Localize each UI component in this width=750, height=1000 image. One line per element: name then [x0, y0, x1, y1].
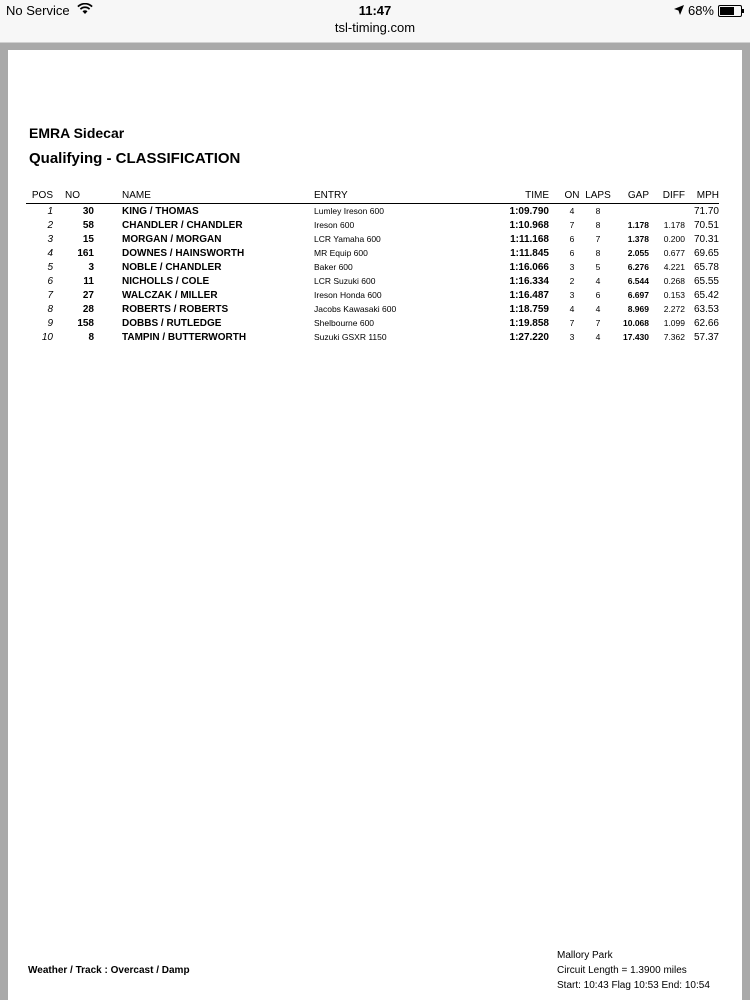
col-laps: LAPS [583, 188, 613, 204]
cell-laps: 5 [595, 262, 601, 272]
cell-pos: 4 [47, 247, 53, 259]
cell-entry: Suzuki GSXR 1150 [314, 332, 387, 342]
cell-pos: 8 [47, 303, 53, 315]
cell-on: 4 [569, 304, 575, 314]
cell-laps: 8 [595, 220, 601, 230]
cell-mph: 69.65 [693, 247, 719, 259]
cell-mph: 70.31 [693, 233, 719, 245]
cell-diff: 0.200 [663, 234, 685, 244]
table-row [26, 316, 719, 330]
cell-diff: 2.272 [663, 304, 685, 314]
table-body [26, 204, 719, 345]
cell-on: 7 [569, 318, 575, 328]
cell-diff: 0.268 [663, 276, 685, 286]
cell-laps: 7 [595, 318, 601, 328]
cell-laps: 4 [595, 332, 601, 342]
table-row [26, 232, 719, 246]
report-page [8, 50, 742, 1000]
cell-laps: 6 [595, 290, 601, 300]
table-row [26, 246, 719, 260]
cell-time: 1:16.334 [509, 275, 549, 287]
cell-entry: Lumley Ireson 600 [314, 206, 384, 216]
cell-no: 161 [77, 247, 94, 259]
cell-on: 3 [569, 332, 575, 342]
table-row [26, 260, 719, 274]
classification-table [26, 188, 719, 344]
cell-laps: 4 [595, 304, 601, 314]
cell-on: 6 [569, 248, 575, 258]
circuit-name: Mallory Park [557, 950, 613, 961]
cell-gap [613, 204, 649, 219]
status-right [674, 3, 742, 18]
cell-mph: 57.37 [693, 331, 719, 343]
cell-gap: 6.276 [627, 262, 649, 272]
cell-mph: 63.53 [693, 303, 719, 315]
table-row [26, 330, 719, 344]
cell-name: WALCZAK / MILLER [122, 289, 218, 301]
cell-on: 4 [569, 206, 575, 216]
table-row [26, 302, 719, 316]
status-bar [0, 0, 750, 43]
col-name: NAME [122, 188, 314, 204]
weather-info: Weather / Track : Overcast / Damp [28, 965, 190, 976]
cell-name: NICHOLLS / COLE [122, 275, 210, 287]
cell-gap: 6.697 [627, 290, 649, 300]
cell-diff: 4.221 [663, 262, 685, 272]
cell-gap: 2.055 [627, 248, 649, 258]
battery-percent: 68% [687, 3, 714, 18]
session-times: Start: 10:43 Flag 10:53 End: 10:54 [557, 980, 710, 991]
cell-diff: 1.099 [663, 318, 685, 328]
cell-name: TAMPIN / BUTTERWORTH [122, 331, 247, 343]
col-pos: POS [26, 188, 59, 204]
col-no: NO [59, 188, 122, 204]
cell-time: 1:27.220 [509, 331, 549, 343]
cell-pos: 2 [47, 219, 53, 231]
cell-name: KING / THOMAS [122, 205, 199, 217]
cell-gap: 10.068 [623, 318, 649, 328]
cell-diff: 1.178 [663, 220, 685, 230]
cell-laps: 7 [595, 234, 601, 244]
col-entry: ENTRY [314, 188, 506, 204]
table-row [26, 274, 719, 288]
cell-time: 1:16.066 [509, 261, 549, 273]
cell-on: 3 [569, 290, 575, 300]
cell-diff: 0.153 [663, 290, 685, 300]
cell-entry: Baker 600 [314, 262, 353, 272]
col-on: ON [561, 188, 583, 204]
cell-diff: 7.362 [663, 332, 685, 342]
cell-mph: 70.51 [693, 219, 719, 231]
cell-pos: 10 [41, 331, 53, 343]
cell-on: 6 [569, 234, 575, 244]
cell-entry: LCR Suzuki 600 [314, 276, 376, 286]
cell-no: 15 [82, 233, 94, 245]
cell-pos: 7 [47, 289, 53, 301]
cell-gap: 1.178 [627, 220, 649, 230]
table-row [26, 288, 719, 302]
series-title: EMRA Sidecar [29, 125, 125, 141]
cell-time: 1:19.858 [509, 317, 549, 329]
cell-pos: 6 [47, 275, 53, 287]
cell-name: DOWNES / HAINSWORTH [122, 247, 245, 259]
cell-no: 58 [82, 219, 94, 231]
cell-name: CHANDLER / CHANDLER [122, 219, 243, 231]
col-gap: GAP [613, 188, 649, 204]
cell-pos: 3 [47, 233, 53, 245]
cell-gap: 6.544 [627, 276, 649, 286]
clock: 11:47 [358, 3, 392, 18]
cell-gap: 8.969 [627, 304, 649, 314]
location-arrow-icon [674, 3, 684, 18]
cell-no: 30 [82, 205, 94, 217]
cell-name: NOBLE / CHANDLER [122, 261, 222, 273]
col-mph: MPH [685, 188, 719, 204]
cell-diff [649, 204, 685, 219]
session-title: Qualifying - CLASSIFICATION [29, 150, 241, 167]
cell-mph: 65.78 [693, 261, 719, 273]
address-bar-url[interactable]: tsl-timing.com [334, 20, 416, 35]
cell-entry: Ireson 600 [314, 220, 355, 230]
cell-no: 27 [82, 289, 94, 301]
cell-name: MORGAN / MORGAN [122, 233, 222, 245]
circuit-info [557, 948, 710, 993]
cell-name: ROBERTS / ROBERTS [122, 303, 229, 315]
cell-on: 3 [569, 262, 575, 272]
cell-gap: 1.378 [627, 234, 649, 244]
cell-on: 2 [569, 276, 575, 286]
cell-pos: 1 [47, 205, 53, 217]
battery-icon [718, 5, 742, 17]
table-row [26, 218, 719, 232]
cell-no: 8 [88, 331, 94, 343]
table-header [26, 188, 719, 204]
cell-pos: 9 [47, 317, 53, 329]
cell-no: 28 [82, 303, 94, 315]
cell-name: DOBBS / RUTLEDGE [122, 317, 222, 329]
cell-no: 11 [83, 275, 94, 287]
cell-pos: 5 [47, 261, 53, 273]
col-time: TIME [506, 188, 561, 204]
cell-mph: 62.66 [693, 317, 719, 329]
cell-time: 1:10.968 [509, 219, 549, 231]
cell-laps: 8 [595, 248, 601, 258]
cell-laps: 4 [595, 276, 601, 286]
cell-no: 158 [77, 317, 94, 329]
cell-time: 1:16.487 [509, 289, 549, 301]
cell-diff: 0.677 [663, 248, 685, 258]
cell-mph: 65.42 [693, 289, 719, 301]
cell-entry: Ireson Honda 600 [314, 290, 382, 300]
cell-entry: MR Equip 600 [314, 248, 368, 258]
cell-mph: 71.70 [693, 205, 719, 217]
cell-time: 1:09.790 [509, 205, 549, 217]
circuit-length: Circuit Length = 1.3900 miles [557, 965, 687, 976]
cell-no: 3 [88, 261, 94, 273]
cell-time: 1:11.845 [510, 247, 549, 259]
cell-entry: LCR Yamaha 600 [314, 234, 381, 244]
carrier-label: No Service [6, 3, 70, 18]
cell-time: 1:11.168 [510, 233, 549, 245]
table-row [26, 204, 719, 219]
cell-entry: Jacobs Kawasaki 600 [314, 304, 397, 314]
cell-on: 7 [569, 220, 575, 230]
cell-laps: 8 [595, 206, 601, 216]
cell-mph: 65.55 [693, 275, 719, 287]
cell-gap: 17.430 [623, 332, 649, 342]
col-diff: DIFF [649, 188, 685, 204]
cell-time: 1:18.759 [509, 303, 549, 315]
cell-entry: Shelbourne 600 [314, 318, 375, 328]
